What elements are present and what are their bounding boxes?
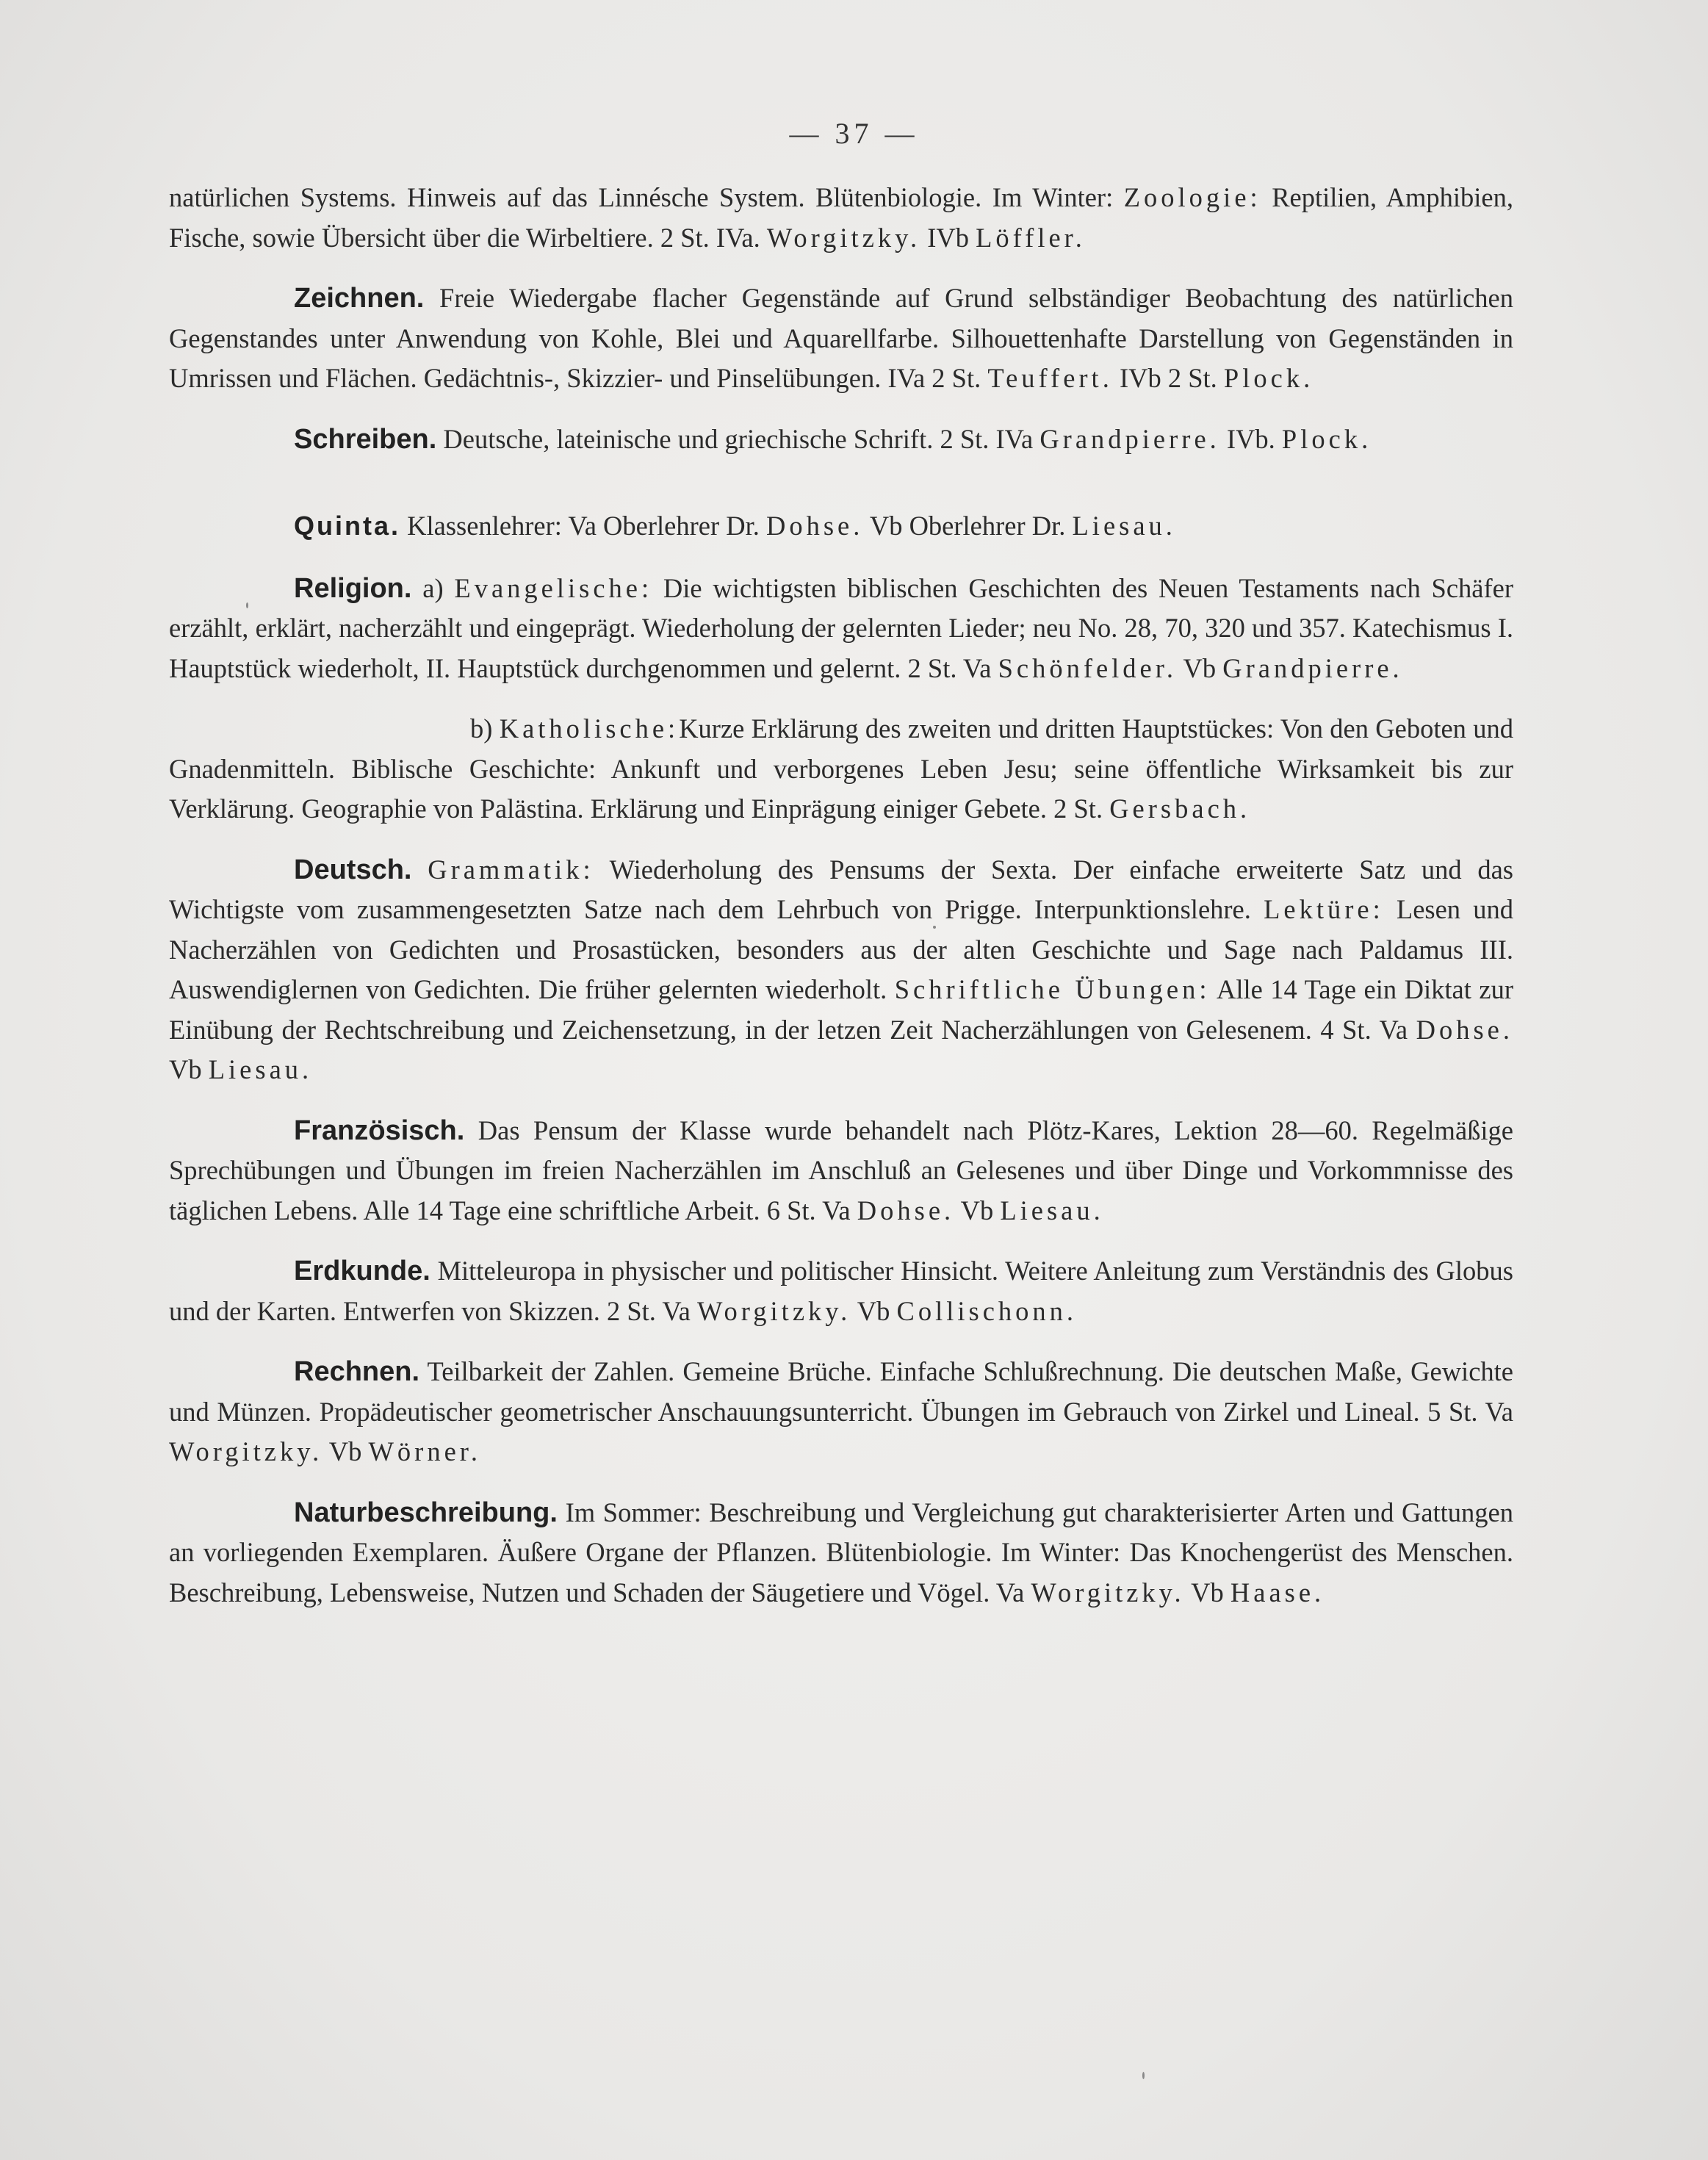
subject-heading: Religion.	[294, 572, 412, 604]
text: Vb	[322, 1436, 369, 1466]
paragraph-religion-katholisch	[169, 709, 1513, 829]
text: Vb	[1184, 1577, 1230, 1608]
paragraph-religion	[169, 569, 1513, 689]
text: Vb	[1177, 652, 1223, 683]
teacher-name: Worgitzky.	[169, 1436, 323, 1466]
teacher-name: Schönfelder.	[998, 652, 1178, 683]
spaced-term: Lektüre:	[1264, 894, 1384, 924]
text: Im Sommer: Beschreibung und Vergleichung gut charakterisierter Arten und Gattungen an vorliegenden Exemplaren. Äußere Organe der Pflanzen. Blütenbiologie. Im Winter: Das Knochengerüst des Menschen. Beschreibung, Lebensweise, Nutzen und Schaden der Säugetiere und Vögel. Va	[169, 1497, 1513, 1608]
page-number: — 37 —	[789, 117, 919, 150]
text: Alle 14 Tage ein Diktat zur Einübung der Rechtschreibung und Zeichensetzung, in der letzen Zeit Nacherzählungen von Gelesenem. 4 St. Va	[169, 974, 1513, 1045]
text: Reptilien, Amphibien, Fische, sowie Übersicht über die Wirbeltiere. 2 St. IVa.	[169, 182, 1513, 253]
spaced-term: Schriftliche Übungen:	[894, 974, 1211, 1004]
teacher-name: Wörner.	[368, 1436, 482, 1466]
scan-speck	[246, 602, 248, 608]
text: Mitteleuropa in physischer und politischer Hinsicht. Weitere Anleitung zum Verständnis des Globus und der Karten. Entwerfen von Skizzen. 2 St. Va	[169, 1256, 1513, 1326]
subject-heading: Rechnen.	[294, 1356, 420, 1387]
teacher-name: Grandpierre.	[1039, 423, 1220, 454]
teacher-name: Löffler.	[976, 222, 1086, 253]
subject-heading: Erdkunde.	[294, 1256, 430, 1286]
paragraph-erdkunde	[169, 1251, 1513, 1331]
teacher-name: Plock.	[1281, 423, 1372, 454]
text: Deutsche, lateinische und griechische Schrift. 2 St. IVa	[436, 423, 1040, 454]
text: natürlichen Systems. Hinweis auf das Linnésche System. Blütenbiologie. Im Winter:	[169, 182, 1124, 212]
text: Teilbarkeit der Zahlen. Gemeine Brüche. Einfache Schlußrechnung. Die deutschen Maße, Gewichte und Münzen. Propädeutischer geometrischer Anschauungsunterricht. Übungen im Gebrauch von Zirkel und Lineal. 5 St. Va	[169, 1356, 1513, 1427]
teacher-name: Liesau.	[1000, 1195, 1104, 1225]
teacher-name: Liesau.	[208, 1054, 313, 1084]
teacher-name: Grandpierre.	[1222, 652, 1403, 683]
teacher-name: Liesau.	[1072, 511, 1176, 541]
text: IVb	[920, 222, 976, 253]
paragraph-rechnen	[169, 1352, 1513, 1472]
spaced-term: Katholische:	[499, 713, 680, 744]
paragraph-intro	[169, 178, 1513, 258]
text: Klassenlehrer: Va Oberlehrer Dr.	[400, 511, 766, 541]
teacher-name: Dohse.	[765, 511, 864, 541]
text: IVb 2 St.	[1112, 363, 1224, 393]
text: Vb Oberlehrer Dr.	[863, 511, 1073, 541]
text: b)	[470, 713, 500, 744]
teacher-name: Plock.	[1223, 363, 1314, 393]
subject-heading: Schreiben.	[294, 423, 437, 455]
text: Vb	[954, 1195, 1001, 1225]
text	[411, 854, 428, 885]
text: Die wichtigsten biblischen Geschichten des Neuen Testaments nach Schäfer erzählt, erklärt, nacherzählt und eingeprägt. Wiederholung der gelernten Lieder; neu No. 28, 70, 320 und 357. Katechismus I. Hauptstück wiederholt, II. Hauptstück durchgenommen und gelernt. 2 St. Va	[169, 572, 1513, 683]
spaced-term: Grammatik:	[428, 854, 594, 885]
scan-speck	[1142, 2072, 1145, 2079]
teacher-name: Dohse.	[857, 1195, 955, 1225]
text: Vb	[851, 1295, 897, 1326]
text: Kurze Erklärung des zweiten und dritten Hauptstückes: Von den Geboten und Gnadenmitteln. Biblische Geschichte: Ankunft und verborgenes Leben Jesu; seine öffentliche Wirksamkeit bis zur Verklärung. Geographie von Palästina. Erklärung und Einprägung einiger Gebete. 2 St.	[169, 713, 1513, 824]
paragraph-naturbeschreibung	[169, 1493, 1513, 1613]
subject-heading: Französisch.	[294, 1115, 465, 1146]
subject-heading: Naturbeschreibung.	[294, 1497, 558, 1528]
spaced-term: Zoologie:	[1123, 182, 1261, 212]
paragraph-schreiben	[169, 420, 1513, 460]
text: IVb.	[1219, 423, 1282, 454]
page-content	[169, 178, 1513, 1613]
text: Vb	[169, 1054, 209, 1084]
paragraph-deutsch	[169, 850, 1513, 1090]
text: Wiederholung des Pensums der Sexta. Der einfache erweiterte Satz und das Wichtigste vom zusammengesetzten Satze nach dem Lehrbuch von Prigge. Interpunktionslehre.	[169, 854, 1513, 924]
scan-speck	[933, 926, 936, 929]
teacher-name: Teuffert.	[987, 363, 1113, 393]
teacher-name: Gersbach.	[1109, 793, 1251, 824]
paragraph-zeichnen	[169, 278, 1513, 399]
spaced-term: Evangelische:	[454, 572, 653, 603]
teacher-name: Dohse.	[1416, 1014, 1513, 1045]
teacher-name: Haase.	[1230, 1577, 1325, 1608]
text: Freie Wiedergabe flacher Gegenstände auf Grund selbständiger Beobachtung des natürlichen Gegenstandes unter Anwendung von Kohle, Blei und Aquarellfarbe. Silhouettenhafte Darstellung von Gegenständen in Umrissen und Flächen. Gedächtnis-, Skizzier- und Pinselübungen. IVa 2 St.	[169, 283, 1513, 393]
subject-heading: Deutsch.	[294, 854, 412, 885]
teacher-name: Worgitzky.	[697, 1295, 851, 1326]
text: Das Pensum der Klasse wurde behandelt nach Plötz-Kares, Lektion 28—60. Regelmäßige Sprechübungen und Übungen im freien Nacherzählen im Anschluß an Gelesenes und über Dinge und Vorkommnisse des täglichen Lebens. Alle 14 Tage eine schriftliche Arbeit. 6 St. Va	[169, 1115, 1513, 1225]
subject-heading: Zeichnen.	[294, 283, 425, 314]
teacher-name: Worgitzky.	[1031, 1577, 1185, 1608]
paragraph-franzoesisch	[169, 1111, 1513, 1231]
teacher-name: Collischonn.	[896, 1295, 1078, 1326]
class-heading: Quinta.	[294, 511, 400, 541]
paragraph-quinta	[169, 506, 1513, 547]
text: Lesen und Nacherzählen von Gedichten und Prosastücken, besonders aus der alten Geschichte und Sage nach Paldamus III. Auswendiglernen von Gedichten. Die früher gelernten wiederholt.	[169, 894, 1513, 1004]
teacher-name: Worgitzky.	[766, 222, 921, 253]
text: a)	[411, 572, 455, 603]
